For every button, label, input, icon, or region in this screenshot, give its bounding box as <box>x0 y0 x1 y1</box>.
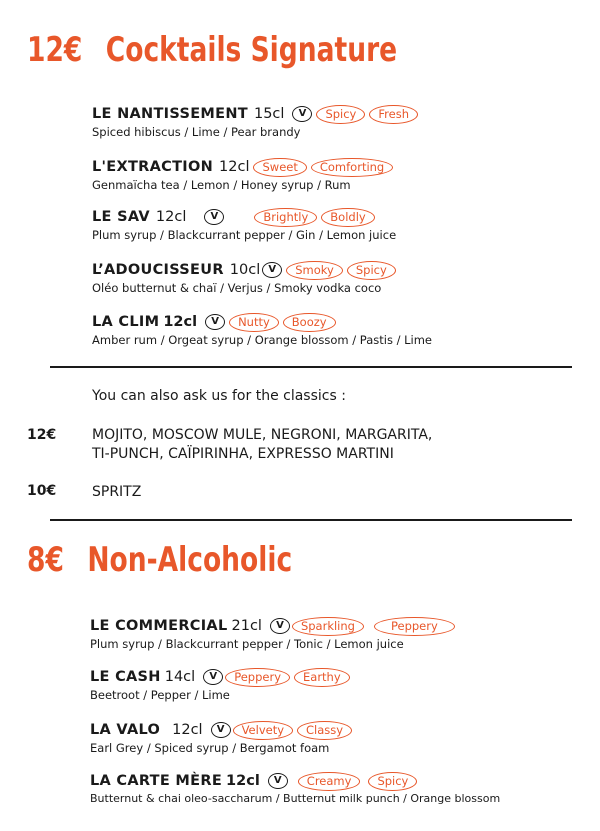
cocktails-title: Cocktails Signature <box>105 30 398 70</box>
flavor-tag: Boozy <box>283 313 336 332</box>
flavor-tag: Spicy <box>347 261 396 280</box>
vegan-badge: V <box>205 314 225 330</box>
flavor-tag: Earthy <box>294 668 350 687</box>
classics-line: MOJITO, MOSCOW MULE, NEGRONI, MARGARITA, <box>92 427 433 443</box>
classics-price: 10€ <box>27 483 57 499</box>
divider <box>50 366 572 368</box>
classics-intro: You can also ask us for the classics : <box>92 388 346 404</box>
vegan-badge: V <box>262 262 282 278</box>
item-name: L'EXTRACTION <box>92 159 214 175</box>
item-name: LE COMMERCIAL <box>90 618 228 634</box>
item-volume: 12cl <box>172 722 203 738</box>
flavor-tag: Sparkling <box>292 617 364 636</box>
item-description: Amber rum / Orgeat syrup / Orange blossom / Pastis / Lime <box>92 333 432 347</box>
vegan-badge: V <box>292 106 312 122</box>
vegan-badge: V <box>203 669 223 685</box>
vegan-badge: V <box>204 209 224 225</box>
item-name: L’ADOUCISSEUR <box>92 262 224 278</box>
menu-item <box>92 260 396 295</box>
non-alcoholic-heading <box>27 540 292 580</box>
item-description: Oléo butternut & chaï / Verjus / Smoky vodka coco <box>92 281 382 295</box>
item-volume: 14cl <box>164 669 196 685</box>
vegan-badge: V <box>211 722 231 738</box>
flavor-tag: Nutty <box>229 313 279 332</box>
classics-list <box>92 426 432 464</box>
flavor-tag: Classy <box>297 721 352 740</box>
non-alcoholic-price: 8€ <box>27 540 64 580</box>
flavor-tag: Fresh <box>369 105 418 124</box>
menu-item <box>92 312 432 347</box>
menu-item <box>92 104 418 139</box>
cocktails-heading <box>27 30 397 70</box>
classics-line: TI-PUNCH, CAÏPIRINHA, EXPRESSO MARTINI <box>92 446 394 462</box>
item-description: Genmaïcha tea / Lemon / Honey syrup / Rum <box>92 178 351 192</box>
item-description: Plum syrup / Blackcurrant pepper / Gin / Lemon juice <box>92 228 397 242</box>
item-volume: 21cl <box>231 618 262 634</box>
classics-line: SPRITZ <box>92 484 142 500</box>
flavor-tag: Creamy <box>298 772 361 791</box>
item-name: LA VALO <box>90 722 161 738</box>
flavor-tag: Smoky <box>286 261 343 280</box>
item-name: LE CASH <box>90 669 161 685</box>
flavor-tag: Spicy <box>368 772 417 791</box>
menu-item <box>92 157 393 192</box>
item-name: LE NANTISSEMENT <box>92 106 248 122</box>
vegan-badge: V <box>268 773 288 789</box>
classics-list <box>92 483 141 502</box>
flavor-tag: Comforting <box>311 158 393 177</box>
item-name: LE SAV <box>92 209 150 225</box>
flavor-tag: Brightly <box>254 208 317 227</box>
item-description: Spiced hibiscus / Lime / Pear brandy <box>92 125 301 139</box>
classics-price: 12€ <box>27 427 57 443</box>
item-volume: 12cl <box>226 773 260 789</box>
menu-item <box>90 667 350 702</box>
item-description: Plum syrup / Blackcurrant pepper / Tonic / Lemon juice <box>90 637 404 651</box>
menu-item <box>92 207 396 242</box>
flavor-tag: Velvety <box>233 721 293 740</box>
flavor-tag: Boldly <box>321 208 374 227</box>
item-volume: 12cl <box>219 159 250 175</box>
item-volume: 10cl <box>229 262 261 278</box>
cocktails-price: 12€ <box>27 30 83 70</box>
vegan-badge: V <box>270 618 290 634</box>
item-description: Beetroot / Pepper / Lime <box>90 688 230 702</box>
item-volume: 15cl <box>253 106 285 122</box>
menu-item <box>90 616 455 651</box>
menu-item <box>90 720 352 755</box>
item-volume: 12cl <box>163 314 198 330</box>
divider <box>50 519 572 521</box>
item-name: LA CARTE MÈRE <box>90 773 223 789</box>
flavor-tag: Peppery <box>225 668 290 687</box>
flavor-tag: Spicy <box>316 105 365 124</box>
menu-item <box>90 771 500 805</box>
flavor-tag: Sweet <box>253 158 306 177</box>
item-volume: 12cl <box>155 209 187 225</box>
flavor-tag: Peppery <box>374 617 455 636</box>
item-description: Butternut & chai oleo-saccharum / Butternut milk punch / Orange blossom <box>90 792 501 805</box>
item-description: Earl Grey / Spiced syrup / Bergamot foam <box>90 741 330 755</box>
non-alcoholic-title: Non-Alcoholic <box>87 540 293 580</box>
item-name: LA CLIM <box>92 314 160 330</box>
